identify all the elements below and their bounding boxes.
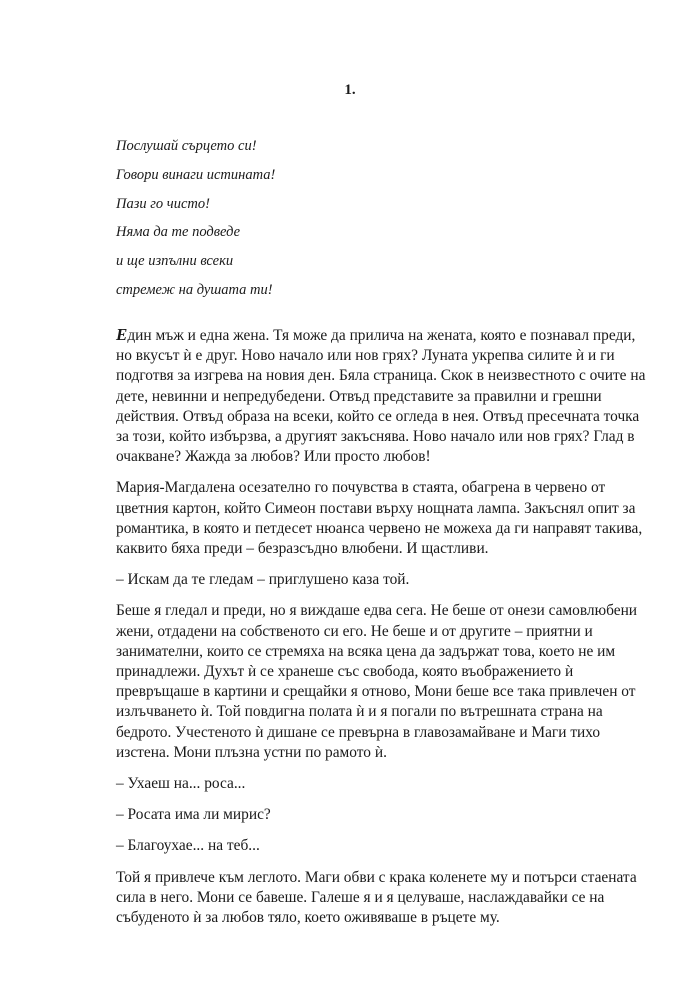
epigraph-line: Говори винаги истината! xyxy=(116,166,276,183)
text-line: бедрото. Учестеното ѝ дишане се превърна в главозамайване и Маги тихо xyxy=(116,723,601,741)
text-line: излъчването ѝ. Той повдигна полата ѝ и я погали по вътрешната страна на xyxy=(116,703,603,721)
text-line: романтика, в която и петдесет нюанса червено не можеха да ги направят такива, xyxy=(116,519,643,537)
text-line: подготвя за изгрева на новия ден. Бяла страница. Скок в неизвестното с очите на xyxy=(116,367,646,385)
epigraph-line: Няма да те подведе xyxy=(116,224,241,241)
drop-cap: Е xyxy=(116,325,128,344)
text-line: но вкусът ѝ е друг. Ново начало или нов грях? Луната укрепва силите ѝ и ги xyxy=(116,347,615,365)
dialogue-line xyxy=(116,836,594,856)
text-line: принадлежи. Духът ѝ се хранеше със свобода, която въображението ѝ xyxy=(116,663,574,681)
epigraph-line: и ще изпълни всеки xyxy=(116,253,234,270)
epigraph-line: Пази го чисто! xyxy=(116,195,210,212)
paragraph xyxy=(116,478,643,559)
text-line-content: дин мъж и една жена. Тя може да прилича на жената, която е познавал преди, xyxy=(127,327,636,344)
text-line xyxy=(116,325,636,346)
dialogue-line xyxy=(116,774,594,794)
text-line: изстена. Мони плъзна устни по рамото ѝ. xyxy=(116,743,387,761)
text-line: събуденото ѝ за любов тяло, което оживяваше в ръцете му. xyxy=(116,909,500,927)
text-line: занимателни, които се стремяха на всяка цена да задържат това, което не им xyxy=(116,642,616,660)
dialogue-line xyxy=(116,805,594,825)
text-line: – Росата има ли мирис? xyxy=(116,806,271,824)
text-line: превръщаше в картини и срещайки я отново, Мони беше все така привлечен от xyxy=(116,683,636,701)
text-line: Беше я гледал и преди, но я виждаше едва сега. Не беше от онези самовлюбени xyxy=(116,602,638,620)
text-line: за този, който избързва, а другият закъснява. Ново начало или нов грях? Глад в xyxy=(116,428,635,446)
text-line: Той я привлече към леглото. Маги обви с крака коленете му и потърси стаената xyxy=(116,868,637,886)
epigraph-line: стремеж на душата ти! xyxy=(116,281,273,298)
body-text xyxy=(116,325,646,939)
text-line: цветния картон, който Симеон постави върху нощната лампа. Закъснял опит за xyxy=(116,499,636,517)
text-line: каквито бяха преди – безразсъдно влюбени. И щастливи. xyxy=(116,540,489,558)
text-line: Мария-Магдалена осезателно го почувства в стаята, обагрена в червено от xyxy=(116,479,606,497)
paragraph xyxy=(116,868,637,929)
text-line: дете, невинни и непредубедени. Отвъд представите за правилни и грешни xyxy=(116,387,602,405)
text-line: – Благоухае... на теб... xyxy=(116,837,260,855)
text-line: очакване? Жажда за любов? Или просто любов! xyxy=(116,448,431,466)
epigraph-line: Послушай сърцето си! xyxy=(116,138,257,154)
paragraph xyxy=(116,601,638,763)
text-line: – Ухаеш на... роса... xyxy=(116,775,246,793)
paragraph xyxy=(116,325,646,467)
text-line: жени, отдадени на собственото си его. Не беше и от другите – приятни и xyxy=(116,622,593,640)
text-line: действия. Отвъд образа на всеки, който се огледа в нея. Отвъд пресечната точка xyxy=(116,407,640,425)
text-line: – Искам да те гледам – приглушено каза той. xyxy=(116,571,410,589)
epigraph xyxy=(116,137,275,310)
dialogue-line xyxy=(116,570,594,590)
text-line: сила в него. Мони се бавеше. Галеше я и я целуваше, наслаждавайки се на xyxy=(116,888,605,906)
chapter-number: 1. xyxy=(344,82,356,98)
